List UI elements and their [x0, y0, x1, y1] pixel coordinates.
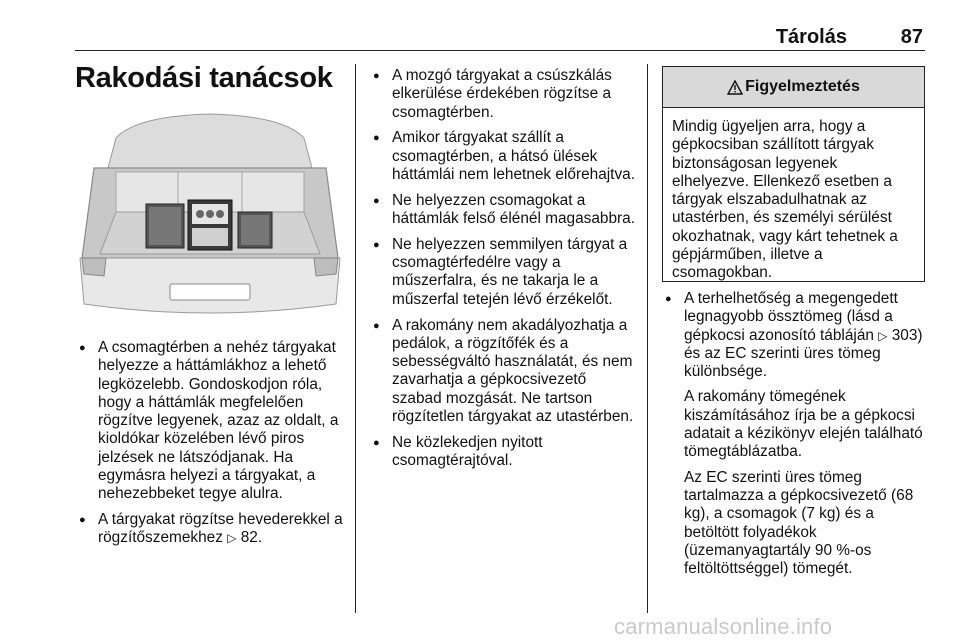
warning-text: Mindig ügyeljen arra, hogy a gépkocsiban szállított tárgyak biztonságosan legyenek elhelyezve. Ellenkező esetben a tárgyak elszabadulhatnak az utastérben, és személyi sérülést okozhatnak, vagy kárt tehetnek a gépjárműben, illetve a csomagokban.: [672, 118, 898, 282]
list-item: [662, 290, 927, 578]
column-2: [370, 67, 638, 478]
watermark: carmanualsonline.info: [614, 614, 833, 639]
list-item-text: 303) és az EC szerinti üres tömeg különbsége.: [684, 326, 923, 381]
warning-title: Figyelmeztetés: [745, 78, 860, 95]
list-item: ● Amikor tárgyakat szállít a csomagtérben, a hátsó ülések háttámlái nem lehetnek előrehajtva.: [370, 129, 638, 184]
column-1: [76, 339, 344, 555]
warning-header: [663, 67, 924, 108]
list-item: ● Ne helyezzen semmilyen tárgyat a csomagtérfedélre vagy a műszerfalra, és ne takarja le a műszerfal tetején lévő érzékelőt.: [370, 236, 638, 309]
list-item: ● Ne közlekedjen nyitott csomagtérajtóval.: [370, 434, 638, 471]
trunk-illustration: [76, 108, 344, 326]
paragraph: Az EC szerinti üres tömeg tartalmazza a gépkocsivezető (68 kg), a csomagok (7 kg) és a betöltött folyadékok (üzemanyagtartály 90 %-os feltöltöttséggel) tömegét.: [684, 468, 914, 578]
column-divider: [647, 64, 648, 613]
list-item-text: A terhelhetőség a megengedett legnagyobb össztömeg (lásd a gépkocsi azonosító tábláján: [684, 290, 898, 344]
page-reference[interactable]: 82.: [240, 529, 263, 547]
warning-box: [662, 66, 925, 282]
list-item: ● A csomagtérben a nehéz tárgyakat helyezze a háttámlákhoz a lehető legközelebb. Gondoskodjon róla, hogy a háttámlák megfelelően rögzítve legyenek, azaz az oldalt, a kioldókar közelében lévő piros jelzések ne látszódjanak. Ha egymásra helyezi a tárgyakat, a nehezebbeket tegye alulra.: [76, 339, 344, 504]
paragraph: A rakomány tömegének kiszámításához írja be a gépkocsi adatait a kézikönyv elején található tömegtáblázatba.: [684, 388, 923, 461]
section-title: Tárolás: [775, 26, 847, 48]
list-item: [76, 511, 344, 548]
page-reference-arrow-icon[interactable]: ▷: [227, 531, 237, 546]
list-item: ● A mozgó tárgyakat a csúszkálás elkerülése érdekében rögzítse a csomagtérben.: [370, 67, 638, 122]
page-title: Rakodási tanácsok: [75, 62, 333, 94]
page-reference-arrow-icon[interactable]: ▷: [878, 328, 888, 343]
column-3: [662, 290, 927, 586]
page-header: [75, 24, 925, 51]
column-divider: [355, 64, 356, 613]
car-trunk-loading-image: [76, 108, 344, 326]
warning-triangle-icon: [727, 80, 743, 95]
list-item-text: A tárgyakat rögzítse hevederekkel a rögzítőszemekhez: [98, 511, 343, 547]
list-item: ● Ne helyezzen csomagokat a háttámlák felső élénél magasabbra.: [370, 192, 638, 229]
list-item: ● A rakomány nem akadályozhatja a pedálok, a rögzítőfék és a sebességváltó használatát, és nem zavarhatja a gépkocsivezető szabad mozgását. Ne tartson rögzítetlen tárgyakat az utastérben.: [370, 317, 638, 427]
page-number: 87: [900, 26, 923, 48]
